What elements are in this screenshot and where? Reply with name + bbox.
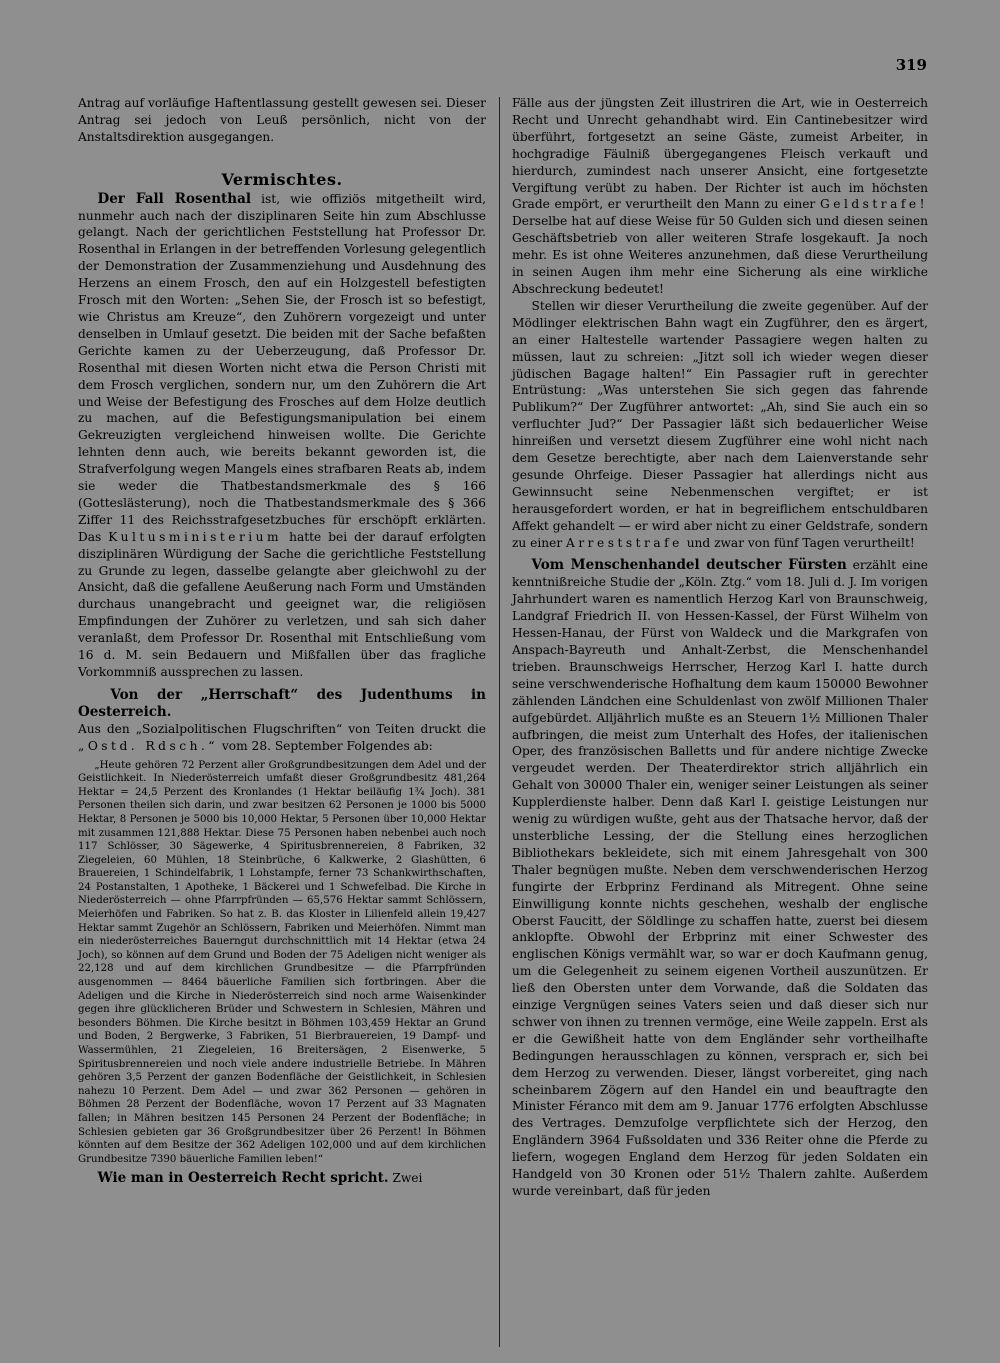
intro-paragraph: Antrag auf vorläufige Haftentlassung gestellt gewesen sei. Dieser Antrag sei jedoch von Leuß persönlich, nicht von der Anstaltsdirektion ausgegangen. xyxy=(78,96,486,144)
recht-p2a: Stellen wir dieser Verurtheilung die zweite gegenüber. Auf der Mödlinger elektrischen Bahn wagt ein Zugführer, den es ärgert, an einer Haltestelle wartender Passagiere wegen halten zu müssen, laut zu schreien: „Jitzt soll ich wieder wegen dieser jüdischen Bagage halten!“ Ein Passagier ruft in gerechter Entrüstung: „Was unterstehen Sie sich gegen das fahrende Publikum?“ Der Zugführer antwortet: „Ah, sind Sie auch ein so verfluchter Jud?“ Der Passagier läßt sich bedauerlicher Weise hinreißen und versetzt diesem Zugführer eine wohl nicht nach dem Gesetze berechtigte, aber nach dem Laienverstande sehr gesunde Ohrfeige. Dieser Passagier hat allerdings nicht aus Gewinnsucht seine Nebenmenschen vergiftet; er ist herausgefordert worden, er hat in begreiflichem entschuldbaren Affekt gehandelt — er wird aber nicht zu einer Geldstrafe, sondern zu einer xyxy=(512,298,928,550)
recht-title: Wie man in Oesterreich Recht spricht. xyxy=(97,1170,389,1187)
rosenthal-title: Der Fall Rosenthal xyxy=(97,190,251,207)
rosenthal-text: ist, wie offiziös mitgetheilt wird, nunmehr auch nach der disziplinaren Seite hin zum Abschlusse gelangt. Nach der gerichtlichen Feststellung hat Professor Dr. Rosenthal in Erlangen in der betreffenden Vorlesung gelegentlich der Demonstration der Zusammenziehung und Ausdehnung des Herzens an einem Frosch, den auf ein Holzgestell befestigten Frosch mit den Worten: „Sehen Sie, der Frosch ist so befestigt, wie Christus am Kreuze“, den Zuhörern vorgezeigt und unter denselben in Umlauf gesetzt. Die beiden mit der Sache befaßten Gerichte kamen zu der Ueberzeugung, daß Professor Dr. Rosenthal mit diesen Worten nicht etwa die Person Christi mit dem Frosch verglichen, sondern nur, um den Zuhörern die Art und Weise der Befestigung des Frosches auf dem Holze deutlich zu machen, auf die Befestigungsmanipulation bei einem Gekreuzigten vergleichend hinweisen wollte. Die Gerichte lehnten denn auch, wie bereits bekannt geworden ist, die Strafverfolgung wegen Mangels eines strafbaren Reats ab, indem sie weder die Thatbestandsmerkmale des § 166 (Gotteslästerung), noch die Thatbestandsmerkmale des § 366 Ziffer 11 des Reichsstrafgesetzbuches für erschöpft erklärten. Das xyxy=(78,191,486,544)
recht-paragraph-2 xyxy=(512,298,928,552)
page-number: 319 xyxy=(895,56,927,74)
recht-p1b: Derselbe hat auf diese Weise für 50 Gulden sich und diesen seinen Geschäftsbetrieb von aller weiteren Strafe losgekauft. Ja noch mehr. Es ist ohne Weiteres anzunehmen, daß diese Verurtheilung in seinen Augen ihm mehr eine Sicherung als eine wirkliche Abschreckung bedeutet! xyxy=(512,214,928,296)
handel-title: Vom Menschenhandel deutscher Fürsten xyxy=(531,557,847,574)
section-title: Vermischtes. xyxy=(221,169,343,189)
rosenthal-spaced: Kultusministerium xyxy=(108,529,283,544)
column-divider xyxy=(499,97,500,1347)
recht-geldstrafe: Geldstrafe! xyxy=(820,197,929,212)
herrschaft-intro-b: vom 28. September Folgendes ab: xyxy=(221,738,433,753)
handel-text: erzählt eine kenntnißreiche Studie der „Köln. Ztg.“ vom 18. Juli d. J. Im vorigen Jahrhundert waren es namentlich Herzog Karl von Braunschweig, Landgraf Friedrich II. von Hessen-Kassel, der Fürst Wilhelm von Hessen-Hanau, der Fürst von Waldeck und die Markgrafen von Anspach-Bayreuth und Anhalt-Zerbst, die Menschenhandel trieben. Braunschweigs Herrscher, Herzog Karl I. hatte durch seine verschwenderische Hofhaltung dem kaum 150000 Bewohner zählenden Ländchen eine Schuldenlast von zwölf Millionen Thaler aufgebürdet. Alljährlich mußte es an Steuern 1½ Millionen Thaler aufbringen, die meist zum Unterhalt des Hofes, der italienischen Oper, des französischen Balletts und für andere nichtige Zwecke vergeudet werden. Der Theaterdirektor strich alljährlich ein Gehalt von 30000 Thaler ein, weniger seiner Leistungen als seiner Kupplerdienste halber. Denn daß Karl I. geistige Leistungen nur wenig zu würdigen wußte, geht aus der Thatsache hervor, daß der unsterbliche Lessing, der die Stellung eines herzoglichen Bibliothekars bekleidete, sich mit einem Jahresgehalt von 300 Thaler begnügen mußte. Neben dem verschwenderischen Herzog fungirte der Erbprinz Ferdinand als Mitregent. Ohne seine Einwilligung konnte nichts geschehen, weshalb der englische Oberst Faucitt, der Söldlinge zu schaffen hatte, zuerst bei diesem anklopfte. Obwohl der Erbprinz mit einer Schwester des englischen Königs vermählt war, so war er doch Kaufmann genug, um die Gelegenheit zu seinem eigenen Vortheil auszunützen. Er ließ den Obersten unter dem Vorwande, daß die Soldaten das einzige Vergnügen seines Vaters seien und daß dieser sich nur schwer von ihnen zu trennen vermöge, eine Weile zappeln. Erst als er die Gewißheit hatte von dem Engländer sehr vortheilhafte Bedingungen herausschlagen zu können, versprach er, sich bei dem Herzog zu verwenden. Dieser, längst vorbereitet, ging nach scheinbarem Zögern auf den Handel ein und beauftragte den Minister Féranco mit dem am 9. Januar 1776 erfolgten Abschlusse des Vertrages. Demzufolge verpflichtete sich der Herzog, den Engländern 3964 Fußsoldaten und 336 Reiter ohne die Pferde zu liefern, wogegen England dem Herzog für jeden Soldaten ein Handgeld von 30 Kronen oder 51½ Thalern zahlte. Außerdem wurde vereinbart, daß für jeden xyxy=(512,558,929,1198)
handel-article xyxy=(512,557,928,1199)
right-column xyxy=(512,95,928,1200)
recht-start xyxy=(78,1170,486,1187)
rosenthal-text-rest: hatte bei der darauf erfolgten disziplinären Würdigung der Sache die gerichtliche Feststellung zu Grunde zu legen, dasselbe gelangte aber gleichwohl zu der Ansicht, daß die gefallene Aeußerung nach Form und Umständen durchaus unangebracht und geeignet war, die religiösen Empfindungen der Zuhörer zu verletzen, und sah sich daher veranlaßt, dem Professor Dr. Rosenthal mit Entschließung vom 16 d. M. sein Bedauern und Mißfallen über das fragliche Vorkommniß aussprechen zu lassen. xyxy=(78,529,487,679)
recht-p1a: Fälle aus der jüngsten Zeit illustriren die Art, wie in Oesterreich Recht und Unrecht gehandhabt wird. Ein Cantinebesitzer wird überführt, fortgesetzt an seine Gäste, zumeist Arbeiter, in hochgradige Fäulniß übergegangenes Fleisch verkauft und hierdurch, zumindest nach unserer Ansicht, eine fortgesetzte Vergiftung verübt zu haben. Der Richter ist auch im höchsten Grade empört, er verurtheilt den Mann zu einer xyxy=(512,96,928,212)
herrschaft-quote: „Heute gehören 72 Perzent aller Großgrundbesitzungen dem Adel und der Geistlichkeit. In Niederösterreich umfaßt dieser Großgrundbesitz 481,264 Hektar = 24,5 Perzent des Kronlandes (1 Hektar beiläufig 1¾ Joch). 381 Personen theilen sich darin, und zwar besitzen 62 Personen je 1000 bis 5000 Hektar, 8 Personen je 5000 bis 10,000 Hektar, 5 Personen über 10,000 Hektar mit zusammen 121,888 Hektar. Diese 75 Personen haben nebenbei auch noch 117 Schlösser, 30 Sägewerke, 4 Spiritusbrennereien, 8 Fabriken, 32 Ziegeleien, 60 Mühlen, 18 Steinbrüche, 6 Kalkwerke, 2 Glashütten, 6 Brauereien, 1 Schindelfabrik, 1 Lohstampfe, ferner 73 Schankwirthschaften, 24 Postanstalten, 1 Apotheke, 1 Bäckerei und 1 Schwefelbad. Die Kirche in Niederösterreich — ohne Pfarrpfründen — 65,576 Hektar sammt Schlössern, Meierhöfen und Fabriken. So hat z. B. das Kloster in Lilienfeld allein 19,427 Hektar sammt Zugehör an Schlössern, Fabriken und Meierhöfen. Nimmt man ein niederösterreiches Bauerngut durchschnittlich mit 14 Hektar (etwa 24 Joch), so können auf dem Grund und Boden der 75 Adeligen nicht weniger als 22,128 und auf dem kirchlichen Grundbesitze — die Pfarrpfründen ausgenommen — 8464 bäuerliche Familien sich fortbringen. Aber die Adeligen und die Kirche in Niederösterreich sind noch arme Waisenkinder gegen ihre glücklicheren Brüder und Schwestern in Schlesien, Mähren und besonders Böhmen. Die Kirche besitzt in Böhmen 103,459 Hektar an Grund und Boden, 2 Bergwerke, 3 Fabriken, 51 Bierbrauereien, 19 Dampf- und Wassermühlen, 21 Ziegeleien, 16 Breitersägen, 2 Eisenwerke, 5 Spiritusbrennereien und noch viele andere industrielle Betriebe. In Mähren gehören 3,5 Perzent der ganzen Bodenfläche der Geistlichkeit, in Schlesien nahezu 10 Perzent. Dem Adel — und zwar 362 Personen — gehören in Böhmen 28 Perzent der Bodenfläche, wovon 17 Perzent auf 33 Magnaten fallen; in Mähren besitzen 145 Personen 24 Perzent der Bodenfläche; in Schlesien gebieten gar 36 Großgrundbesitzer über 26 Perzent! In Böhmen könnten auf dem Besitze der 362 Adeligen 102,000 und auf dem kirchlichen Grundbesitze 7390 bäuerliche Familien leben!“ xyxy=(78,759,486,1165)
herrschaft-intro xyxy=(78,721,486,755)
recht-paragraph-1 xyxy=(512,95,928,298)
herrschaft-source: „Ostd. Rdsch.“ xyxy=(78,738,219,753)
left-column xyxy=(78,95,486,1187)
recht-p2b: und zwar von fünf Tagen verurtheilt! xyxy=(686,535,915,550)
recht-start-word: Zwei xyxy=(392,1171,423,1186)
rosenthal-article xyxy=(78,191,486,681)
herrschaft-title: Von der „Herrschaft“ des Judenthums in Oesterreich. xyxy=(78,686,486,720)
recht-arreststrafe: Arreststrafe xyxy=(566,535,683,550)
herrschaft-intro-a: Aus den „Sozialpolitischen Flugschriften“ von Teiten druckt die xyxy=(78,721,486,736)
